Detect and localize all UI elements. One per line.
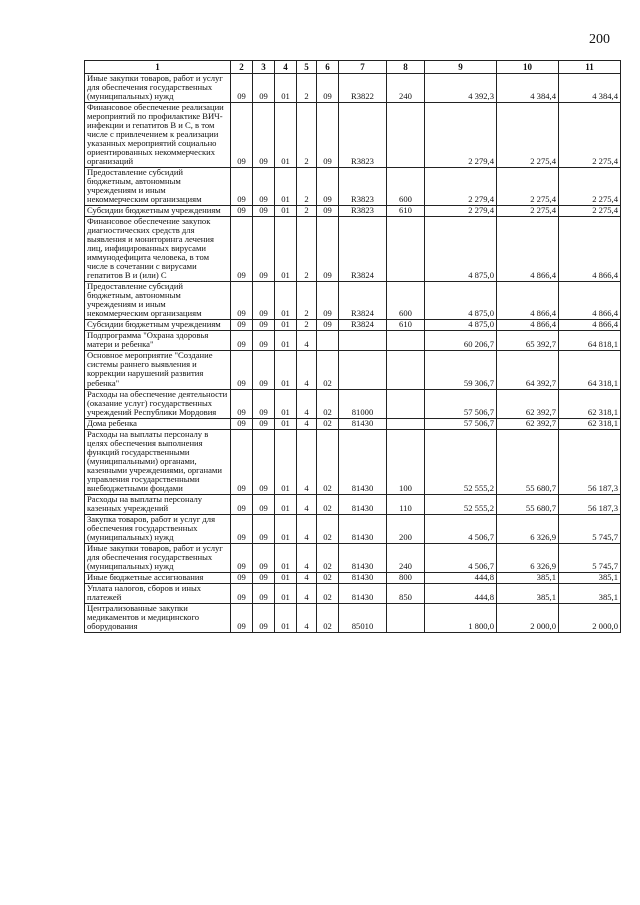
code-cell: 85010 <box>339 603 387 632</box>
code-cell: 01 <box>275 217 297 282</box>
code-cell: 09 <box>253 282 275 320</box>
code-cell: 09 <box>231 320 253 331</box>
code-cell: 4 <box>297 389 317 418</box>
code-cell: 09 <box>317 320 339 331</box>
table-row <box>85 429 621 494</box>
amount-cell: 65 392,7 <box>497 331 559 351</box>
code-cell: 09 <box>231 351 253 389</box>
amount-cell: 2 000,0 <box>497 603 559 632</box>
code-cell: 01 <box>275 282 297 320</box>
amount-cell: 55 680,7 <box>497 429 559 494</box>
table-row <box>85 206 621 217</box>
code-cell: 02 <box>317 543 339 572</box>
code-cell: 02 <box>317 418 339 429</box>
code-cell: 09 <box>231 572 253 583</box>
code-cell: 01 <box>275 74 297 103</box>
code-cell: 09 <box>317 217 339 282</box>
code-cell: 01 <box>275 351 297 389</box>
table-row <box>85 389 621 418</box>
amount-cell: 55 680,7 <box>497 494 559 514</box>
code-cell: R3824 <box>339 282 387 320</box>
code-cell: 4 <box>297 351 317 389</box>
code-cell: 01 <box>275 543 297 572</box>
table-row <box>85 217 621 282</box>
amount-cell: 4 866,4 <box>559 217 621 282</box>
code-cell: 81430 <box>339 494 387 514</box>
code-cell: 110 <box>387 494 425 514</box>
table-row <box>85 351 621 389</box>
table-row <box>85 583 621 603</box>
amount-cell: 2 275,4 <box>559 168 621 206</box>
page-number: 200 <box>589 32 610 47</box>
row-name: Предоставление субсидий бюджетным, автономным учреждениям и иным некоммерческим организациям <box>85 168 231 206</box>
code-cell <box>387 331 425 351</box>
code-cell: 81430 <box>339 572 387 583</box>
amount-cell: 57 506,7 <box>425 418 497 429</box>
amount-cell: 60 206,7 <box>425 331 497 351</box>
code-cell: 09 <box>253 74 275 103</box>
amount-cell: 4 392,3 <box>425 74 497 103</box>
code-cell: 200 <box>387 514 425 543</box>
amount-cell: 2 275,4 <box>497 103 559 168</box>
code-cell: 01 <box>275 331 297 351</box>
code-cell: R3822 <box>339 74 387 103</box>
row-name: Уплата налогов, сборов и иных платежей <box>85 583 231 603</box>
table-row <box>85 514 621 543</box>
code-cell <box>387 351 425 389</box>
code-cell: 09 <box>231 494 253 514</box>
amount-cell: 385,1 <box>497 572 559 583</box>
code-cell: 100 <box>387 429 425 494</box>
table-body <box>85 74 621 633</box>
code-cell: 09 <box>231 583 253 603</box>
code-cell: 09 <box>253 543 275 572</box>
code-cell: 02 <box>317 351 339 389</box>
amount-cell: 5 745,7 <box>559 543 621 572</box>
code-cell: 09 <box>231 282 253 320</box>
code-cell: 4 <box>297 514 317 543</box>
code-cell: 2 <box>297 103 317 168</box>
code-cell: 600 <box>387 168 425 206</box>
amount-cell: 56 187,3 <box>559 429 621 494</box>
budget-table <box>84 60 621 633</box>
table-row <box>85 168 621 206</box>
code-cell: 09 <box>231 331 253 351</box>
amount-cell: 2 275,4 <box>559 206 621 217</box>
code-cell: 81430 <box>339 429 387 494</box>
amount-cell: 4 866,4 <box>497 320 559 331</box>
code-cell: 01 <box>275 418 297 429</box>
code-cell: 01 <box>275 103 297 168</box>
code-cell: 09 <box>231 418 253 429</box>
amount-cell: 62 392,7 <box>497 389 559 418</box>
row-name: Иные закупки товаров, работ и услуг для обеспечения государственных (муниципальных) нужд <box>85 74 231 103</box>
code-cell: 09 <box>231 74 253 103</box>
amount-cell: 52 555,2 <box>425 494 497 514</box>
code-cell: 09 <box>231 603 253 632</box>
code-cell: 09 <box>231 543 253 572</box>
header-cell: 2 <box>231 61 253 74</box>
code-cell: 09 <box>253 603 275 632</box>
code-cell: 2 <box>297 320 317 331</box>
code-cell <box>317 331 339 351</box>
code-cell: 09 <box>231 217 253 282</box>
amount-cell: 4 384,4 <box>497 74 559 103</box>
code-cell <box>339 351 387 389</box>
amount-cell: 2 279,4 <box>425 168 497 206</box>
code-cell: 09 <box>231 429 253 494</box>
amount-cell: 64 318,1 <box>559 351 621 389</box>
code-cell: 81430 <box>339 514 387 543</box>
code-cell: R3823 <box>339 103 387 168</box>
row-name: Финансовое обеспечение закупок диагностических средств для выявления и мониторинга лечения лиц, инфицированных вирусами иммунодефицита человека, в том числе в сочетании с вирусами гепатитов В и (или) С <box>85 217 231 282</box>
code-cell: 09 <box>231 168 253 206</box>
code-cell: 610 <box>387 320 425 331</box>
row-name: Субсидии бюджетным учреждениям <box>85 206 231 217</box>
amount-cell: 2 275,4 <box>559 103 621 168</box>
header-cell: 5 <box>297 61 317 74</box>
code-cell: 02 <box>317 514 339 543</box>
amount-cell: 2 279,4 <box>425 206 497 217</box>
amount-cell: 4 506,7 <box>425 514 497 543</box>
code-cell <box>387 418 425 429</box>
table-row <box>85 74 621 103</box>
code-cell: R3824 <box>339 320 387 331</box>
header-cell: 7 <box>339 61 387 74</box>
amount-cell: 2 000,0 <box>559 603 621 632</box>
code-cell: 09 <box>231 389 253 418</box>
code-cell: 09 <box>253 583 275 603</box>
code-cell: 81000 <box>339 389 387 418</box>
code-cell: 09 <box>317 206 339 217</box>
amount-cell: 57 506,7 <box>425 389 497 418</box>
code-cell: 09 <box>253 389 275 418</box>
amount-cell: 2 275,4 <box>497 168 559 206</box>
code-cell: 2 <box>297 206 317 217</box>
code-cell: 4 <box>297 603 317 632</box>
amount-cell: 4 866,4 <box>497 217 559 282</box>
code-cell: 01 <box>275 514 297 543</box>
code-cell: R3823 <box>339 168 387 206</box>
code-cell <box>387 603 425 632</box>
row-name: Подпрограмма "Охрана здоровья матери и ребенка" <box>85 331 231 351</box>
header-cell: 1 <box>85 61 231 74</box>
row-name: Централизованные закупки медикаментов и медицинского оборудования <box>85 603 231 632</box>
code-cell: 09 <box>253 168 275 206</box>
code-cell: 02 <box>317 429 339 494</box>
amount-cell: 59 306,7 <box>425 351 497 389</box>
code-cell: 02 <box>317 494 339 514</box>
code-cell: 09 <box>253 351 275 389</box>
amount-cell: 385,1 <box>497 583 559 603</box>
code-cell: 4 <box>297 331 317 351</box>
code-cell: 800 <box>387 572 425 583</box>
amount-cell: 62 318,1 <box>559 418 621 429</box>
code-cell: 09 <box>253 217 275 282</box>
code-cell: 01 <box>275 603 297 632</box>
code-cell: R3824 <box>339 217 387 282</box>
code-cell: 02 <box>317 389 339 418</box>
code-cell: 610 <box>387 206 425 217</box>
amount-cell: 4 506,7 <box>425 543 497 572</box>
code-cell: 09 <box>317 282 339 320</box>
code-cell: 09 <box>231 514 253 543</box>
code-cell: 01 <box>275 320 297 331</box>
row-name: Финансовое обеспечение реализации мероприятий по профилактике ВИЧ-инфекции и гепатитов В и С, в том числе с привлечением к реализации указанных мероприятий социально ориентированных некоммерческих организаций <box>85 103 231 168</box>
amount-cell: 6 326,9 <box>497 514 559 543</box>
amount-cell: 4 866,4 <box>559 320 621 331</box>
amount-cell: 5 745,7 <box>559 514 621 543</box>
row-name: Расходы на выплаты персоналу казенных учреждений <box>85 494 231 514</box>
code-cell: R3823 <box>339 206 387 217</box>
table-row <box>85 418 621 429</box>
code-cell: 09 <box>231 103 253 168</box>
code-cell: 600 <box>387 282 425 320</box>
table-row <box>85 494 621 514</box>
row-name: Закупка товаров, работ и услуг для обеспечения государственных (муниципальных) нужд <box>85 514 231 543</box>
code-cell: 09 <box>317 103 339 168</box>
row-name: Дома ребенка <box>85 418 231 429</box>
header-cell: 9 <box>425 61 497 74</box>
amount-cell: 6 326,9 <box>497 543 559 572</box>
row-name: Расходы на обеспечение деятельности (оказание услуг) государственных учреждений Республики Мордовия <box>85 389 231 418</box>
code-cell <box>387 103 425 168</box>
code-cell: 09 <box>253 429 275 494</box>
amount-cell: 444,8 <box>425 583 497 603</box>
amount-cell: 4 384,4 <box>559 74 621 103</box>
row-name: Иные бюджетные ассигнования <box>85 572 231 583</box>
code-cell: 09 <box>253 572 275 583</box>
code-cell: 09 <box>253 331 275 351</box>
code-cell: 09 <box>253 514 275 543</box>
amount-cell: 62 318,1 <box>559 389 621 418</box>
table-row <box>85 320 621 331</box>
amount-cell: 4 866,4 <box>559 282 621 320</box>
amount-cell: 385,1 <box>559 583 621 603</box>
row-name: Предоставление субсидий бюджетным, автономным учреждениям и иным некоммерческим организациям <box>85 282 231 320</box>
code-cell: 09 <box>231 206 253 217</box>
amount-cell: 4 875,0 <box>425 217 497 282</box>
table-header-row <box>85 61 621 74</box>
code-cell: 09 <box>317 74 339 103</box>
code-cell <box>339 331 387 351</box>
code-cell: 09 <box>317 168 339 206</box>
amount-cell: 62 392,7 <box>497 418 559 429</box>
code-cell: 4 <box>297 572 317 583</box>
table-row <box>85 103 621 168</box>
amount-cell: 4 875,0 <box>425 282 497 320</box>
code-cell <box>387 217 425 282</box>
table-row <box>85 603 621 632</box>
table-row <box>85 543 621 572</box>
code-cell: 01 <box>275 168 297 206</box>
code-cell: 240 <box>387 74 425 103</box>
code-cell: 09 <box>253 320 275 331</box>
code-cell: 2 <box>297 74 317 103</box>
code-cell <box>387 389 425 418</box>
code-cell: 850 <box>387 583 425 603</box>
header-cell: 11 <box>559 61 621 74</box>
table-row <box>85 282 621 320</box>
code-cell: 2 <box>297 168 317 206</box>
amount-cell: 64 818,1 <box>559 331 621 351</box>
amount-cell: 4 866,4 <box>497 282 559 320</box>
header-cell: 4 <box>275 61 297 74</box>
amount-cell: 385,1 <box>559 572 621 583</box>
table-row <box>85 572 621 583</box>
code-cell: 2 <box>297 217 317 282</box>
code-cell: 4 <box>297 494 317 514</box>
header-cell: 8 <box>387 61 425 74</box>
code-cell: 01 <box>275 429 297 494</box>
header-cell: 3 <box>253 61 275 74</box>
row-name: Субсидии бюджетным учреждениям <box>85 320 231 331</box>
code-cell: 09 <box>253 494 275 514</box>
code-cell: 09 <box>253 206 275 217</box>
header-cell: 10 <box>497 61 559 74</box>
row-name: Расходы на выплаты персоналу в целях обеспечения выполнения функций государственными (муниципальными) органами, казенными учреждениями, органами управления государственными внебюджетными фондами <box>85 429 231 494</box>
amount-cell: 52 555,2 <box>425 429 497 494</box>
header-cell: 6 <box>317 61 339 74</box>
amount-cell: 2 275,4 <box>497 206 559 217</box>
code-cell: 09 <box>253 103 275 168</box>
code-cell: 4 <box>297 429 317 494</box>
code-cell: 02 <box>317 572 339 583</box>
code-cell: 01 <box>275 583 297 603</box>
code-cell: 81430 <box>339 418 387 429</box>
code-cell: 4 <box>297 583 317 603</box>
code-cell: 02 <box>317 603 339 632</box>
amount-cell: 64 392,7 <box>497 351 559 389</box>
amount-cell: 1 800,0 <box>425 603 497 632</box>
amount-cell: 2 279,4 <box>425 103 497 168</box>
amount-cell: 56 187,3 <box>559 494 621 514</box>
amount-cell: 444,8 <box>425 572 497 583</box>
code-cell: 4 <box>297 543 317 572</box>
table-row <box>85 331 621 351</box>
code-cell: 81430 <box>339 543 387 572</box>
code-cell: 2 <box>297 282 317 320</box>
code-cell: 81430 <box>339 583 387 603</box>
amount-cell: 4 875,0 <box>425 320 497 331</box>
code-cell: 01 <box>275 389 297 418</box>
code-cell: 02 <box>317 583 339 603</box>
code-cell: 01 <box>275 494 297 514</box>
code-cell: 4 <box>297 418 317 429</box>
row-name: Иные закупки товаров, работ и услуг для обеспечения государственных (муниципальных) нужд <box>85 543 231 572</box>
code-cell: 09 <box>253 418 275 429</box>
code-cell: 01 <box>275 572 297 583</box>
code-cell: 240 <box>387 543 425 572</box>
row-name: Основное мероприятие "Создание системы раннего выявления и коррекции нарушений развития ребенка" <box>85 351 231 389</box>
code-cell: 01 <box>275 206 297 217</box>
